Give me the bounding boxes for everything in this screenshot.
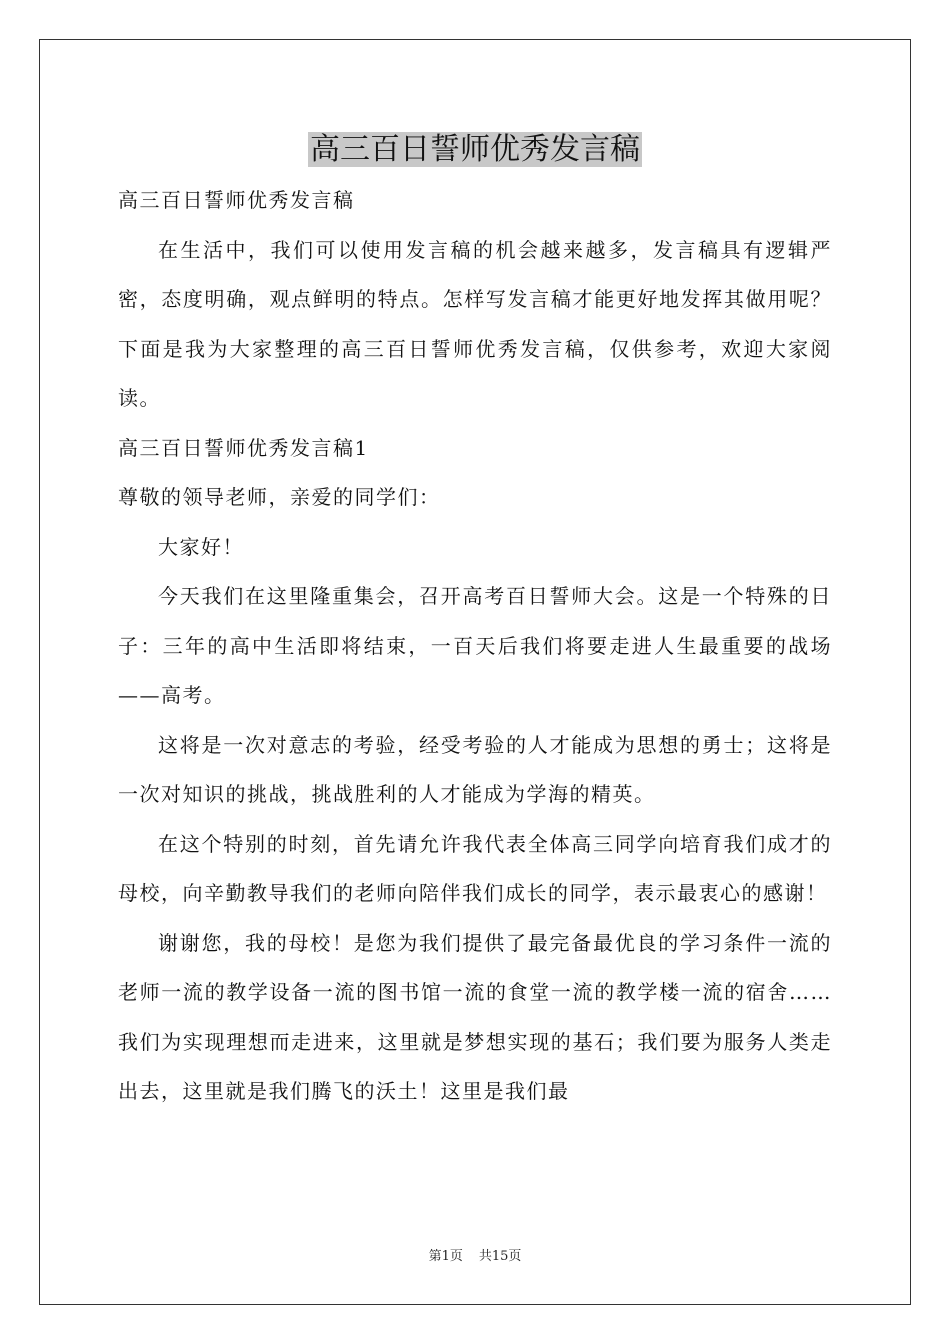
paragraph: 谢谢您，我的母校！是您为我们提供了最完备最优良的学习条件一流的老师一流的教学设备一流的图书馆一流的食堂一流的教学楼一流的宿舍……我们为实现理想而走进来，这里就是梦想实现的基石；我们要为服务人类走出去，这里就是我们腾飞的沃土！这里是我们最	[118, 930, 832, 1103]
paragraph: 大家好！	[158, 534, 244, 559]
paragraph: 高三百日誓师优秀发言稿1	[118, 435, 369, 460]
document-title-text: 高三百日誓师优秀发言稿	[310, 132, 640, 167]
document-body	[118, 176, 832, 1117]
paragraph: 在这个特别的时刻，首先请允许我代表全体高三同学向培育我们成才的母校，向辛勤教导我们的老师向陪伴我们成长的同学，表示最衷心的感谢！	[118, 831, 832, 905]
page-number: 第1页	[428, 1249, 463, 1264]
document-title	[0, 126, 950, 174]
paragraph: 在生活中，我们可以使用发言稿的机会越来越多，发言稿具有逻辑严密，态度明确，观点鲜明的特点。怎样写发言稿才能更好地发挥其做用呢？下面是我为大家整理的高三百日誓师优秀发言稿，仅供参考，欢迎大家阅读。	[118, 237, 832, 410]
paragraph: 这将是一次对意志的考验，经受考验的人才能成为思想的勇士；这将是一次对知识的挑战，挑战胜利的人才能成为学海的精英。	[118, 732, 832, 806]
page-total: 共15页	[478, 1249, 522, 1264]
paragraph: 尊敬的领导老师，亲爱的同学们：	[118, 485, 441, 509]
paragraph: 今天我们在这里隆重集会，召开高考百日誓师大会。这是一个特殊的日子：三年的高中生活即将结束，一百天后我们将要走进人生最重要的战场——高考。	[118, 584, 832, 707]
page-footer	[0, 1248, 950, 1266]
paragraph: 高三百日誓师优秀发言稿	[118, 188, 355, 212]
